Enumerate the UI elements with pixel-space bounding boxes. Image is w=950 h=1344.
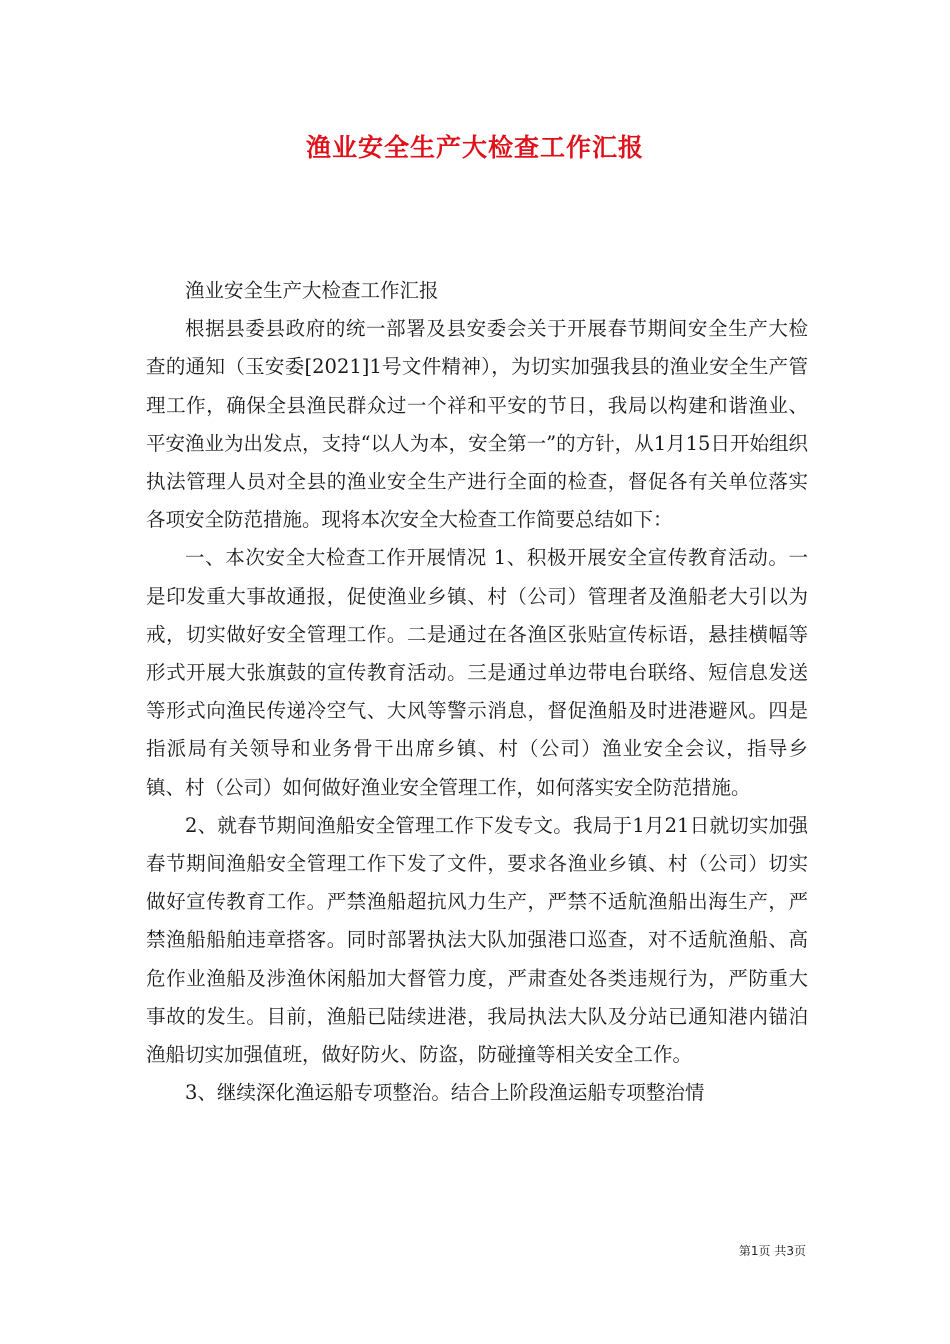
paragraph-heading: 渔业安全生产大检查工作汇报 <box>185 279 439 302</box>
document-body <box>146 272 808 1112</box>
page-number: 第1页 共3页 <box>738 1244 806 1258</box>
page-title: 渔业安全生产大检查工作汇报 <box>305 133 644 162</box>
paragraph-section-3: 3、继续深化渔运船专项整治。结合上阶段渔运船专项整治情 <box>185 1081 705 1105</box>
paragraph-section-1: 一、本次安全大检查工作开展情况 1、积极开展安全宣传教育活动。一是印发重大事故通报，促使渔业乡镇、村（公司）管理者及渔船老大引以为戒，切实做好安全管理工作。二是通过在各渔区张贴宣传标语，悬挂横幅等形式开展大张旗鼓的宣传教育活动。三是通过单边带电台联络、短信息发送等形式向渔民传递冷空气、大风等警示消息，督促渔船及时进港避风。四是指派局有关领导和业务骨干出席乡镇、村（公司）渔业安全会议，指导乡镇、村（公司）如何做好渔业安全管理工作，如何落实安全防范措施。 <box>146 546 808 799</box>
paragraph-intro: 根据县委县政府的统一部署及县安委会关于开展春节期间安全生产大检查的通知（玉安委[2021]1号文件精神），为切实加强我县的渔业安全生产管理工作，确保全县渔民群众过一个祥和平安的节日，我局以构建和谐渔业、平安渔业为出发点，支持“以人为本，安全第一”的方针，从1月15日开始组织执法管理人员对全县的渔业安全生产进行全面的检查，督促各有关单位落实各项安全防范措施。现将本次安全大检查工作简要总结如下： <box>146 317 808 532</box>
paragraph-section-2: 2、就春节期间渔船安全管理工作下发专文。我局于1月21日就切实加强春节期间渔船安全管理工作下发了文件，要求各渔业乡镇、村（公司）切实做好宣传教育工作。严禁渔船超抗风力生产，严禁不适航渔船出海生产，严禁渔船船舶违章搭客。同时部署执法大队加强港口巡查，对不适航渔船、高危作业渔船及涉渔休闲船加大督管力度，严肃查处各类违规行为，严防重大事故的发生。目前，渔船已陆续进港，我局执法大队及分站已通知港内锚泊渔船切实加强值班，做好防火、防盗，防碰撞等相关安全工作。 <box>146 813 808 1067</box>
